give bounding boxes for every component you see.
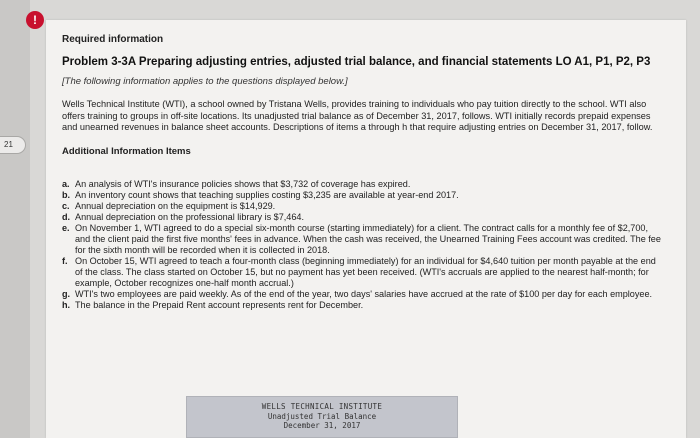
trial-balance-header xyxy=(186,396,458,438)
alert-icon[interactable]: ! xyxy=(26,11,44,29)
intro-paragraph: Wells Technical Institute (WTI), a school owned by Tristana Wells, provides training to individuals who pay tuition directly to the school. WTI also offers training to groups in off-site locations. Its unadjusted trial balance as of December 31, 2017, follows. WTI initially records prepaid expenses and unearned revenues in balance sheet accounts. Descriptions of items a through h that require adjusting entries on December 31, 2017, follow. xyxy=(62,99,653,133)
item-letter: b. xyxy=(62,189,71,200)
list-item xyxy=(62,201,662,212)
item-text: The balance in the Prepaid Rent account represents rent for December. xyxy=(75,299,364,310)
item-letter: g. xyxy=(62,288,71,299)
side-tab[interactable]: 21 xyxy=(0,136,26,154)
trial-balance-title: Unadjusted Trial Balance xyxy=(267,411,377,421)
item-letter: d. xyxy=(62,211,71,222)
item-text: On November 1, WTI agreed to do a special six-month course (starting immediately) for a client. The contract calls for a monthly fee of $2,700, and the client paid the first five months' fees in advance. When the cash was received, the Unearned Training Fees account was credited. The fee for the sixth month will be recorded when it is collected in 2018. xyxy=(75,222,661,255)
applies-note: [The following information applies to the questions displayed below.] xyxy=(62,76,348,87)
item-letter: c. xyxy=(62,200,70,211)
trial-balance-company: WELLS TECHNICAL INSTITUTE xyxy=(261,402,383,411)
trial-balance-date: December 31, 2017 xyxy=(283,421,361,430)
item-text: WTI's two employees are paid weekly. As of the end of the year, two days' salaries have accrued at the rate of $100 per day for each employee. xyxy=(75,288,653,299)
item-text: Annual depreciation on the professional library is $7,464. xyxy=(75,211,305,222)
list-item xyxy=(62,223,662,256)
list-item xyxy=(62,256,662,289)
list-item xyxy=(62,300,662,311)
list-item xyxy=(62,190,662,201)
item-text: On October 15, WTI agreed to teach a four-month class (beginning immediately) for an individual for $4,640 tuition per month payable at the end of the class. The class started on October 15, but no payment has yet been received. (WTI's accruals are applied to the nearest half-month; for example, October recognizes one-half month accrual.) xyxy=(75,255,656,288)
item-text: Annual depreciation on the equipment is $14,929. xyxy=(75,200,276,211)
problem-title: Problem 3-3A Preparing adjusting entries, adjusted trial balance, and financial statements LO A1, P1, P2, P3 xyxy=(62,56,651,68)
additional-items-list xyxy=(62,179,662,311)
item-letter: h. xyxy=(62,299,71,310)
item-text: An analysis of WTI's insurance policies shows that $3,732 of coverage has expired. xyxy=(75,178,411,189)
question-card xyxy=(46,20,686,438)
required-info-heading: Required information xyxy=(62,34,164,45)
question-content xyxy=(62,34,672,311)
item-text: An inventory count shows that teaching supplies costing $3,235 are available at year-end 2017. xyxy=(75,189,459,200)
item-letter: a. xyxy=(62,178,70,189)
list-item xyxy=(62,179,662,190)
left-strip xyxy=(0,0,30,438)
list-item xyxy=(62,289,662,300)
item-letter: f. xyxy=(62,255,68,266)
item-letter: e. xyxy=(62,222,70,233)
additional-info-heading: Additional Information Items xyxy=(62,145,191,157)
list-item xyxy=(62,212,662,223)
